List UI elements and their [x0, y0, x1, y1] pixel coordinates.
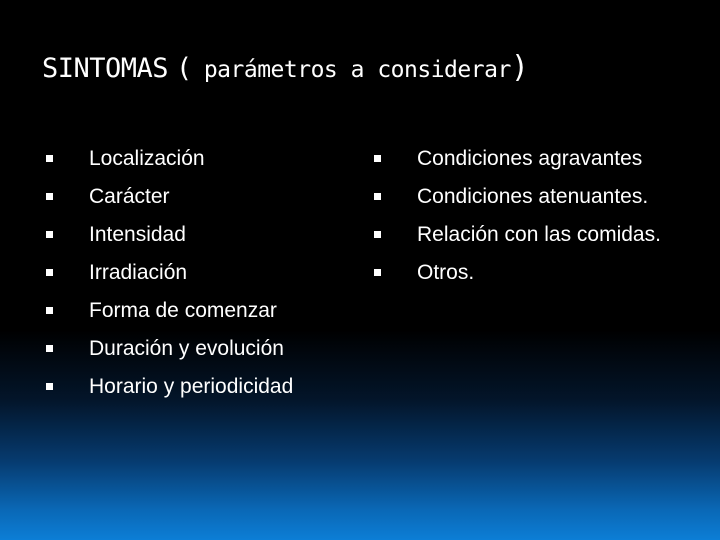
bullet-item [42, 330, 362, 368]
bullet-text: Forma de comenzar [89, 299, 277, 322]
bullet-item [370, 216, 715, 254]
bullet-text: Duración y evolución [89, 337, 284, 360]
bullet-text: Localización [89, 147, 205, 170]
bullet-text: Otros. [417, 261, 475, 284]
square-bullet-icon [46, 193, 53, 200]
square-bullet-icon [46, 345, 53, 352]
bullet-text: Condiciones atenuantes. [417, 185, 649, 208]
square-bullet-icon [374, 231, 381, 238]
title-subtitle: parámetros a considerar [203, 57, 511, 83]
bullet-item [42, 216, 362, 254]
bullet-item [42, 140, 362, 178]
bullet-text: Condiciones agravantes [417, 147, 643, 170]
bullet-item [370, 178, 715, 216]
title-main: SINTOMAS [42, 53, 169, 84]
square-bullet-icon [374, 269, 381, 276]
bullet-text: Intensidad [89, 223, 186, 246]
left-bullet-list [42, 140, 362, 406]
square-bullet-icon [46, 383, 53, 390]
bullet-item [370, 140, 715, 178]
square-bullet-icon [374, 155, 381, 162]
bullet-text: Carácter [89, 185, 170, 208]
right-bullet-list [370, 140, 715, 292]
bullet-item [42, 292, 362, 330]
square-bullet-icon [46, 231, 53, 238]
square-bullet-icon [46, 155, 53, 162]
square-bullet-icon [46, 269, 53, 276]
title-paren-open: ( [176, 53, 192, 84]
slide-title [42, 50, 528, 88]
bullet-text: Horario y periodicidad [89, 375, 294, 398]
title-paren-close: ) [510, 50, 529, 85]
bullet-item [370, 254, 715, 292]
bullet-text: Relación con las comidas. [417, 223, 661, 246]
square-bullet-icon [374, 193, 381, 200]
square-bullet-icon [46, 307, 53, 314]
bullet-item [42, 254, 362, 292]
bullet-item [42, 368, 362, 406]
bullet-item [42, 178, 362, 216]
bullet-text: Irradiación [89, 261, 188, 284]
